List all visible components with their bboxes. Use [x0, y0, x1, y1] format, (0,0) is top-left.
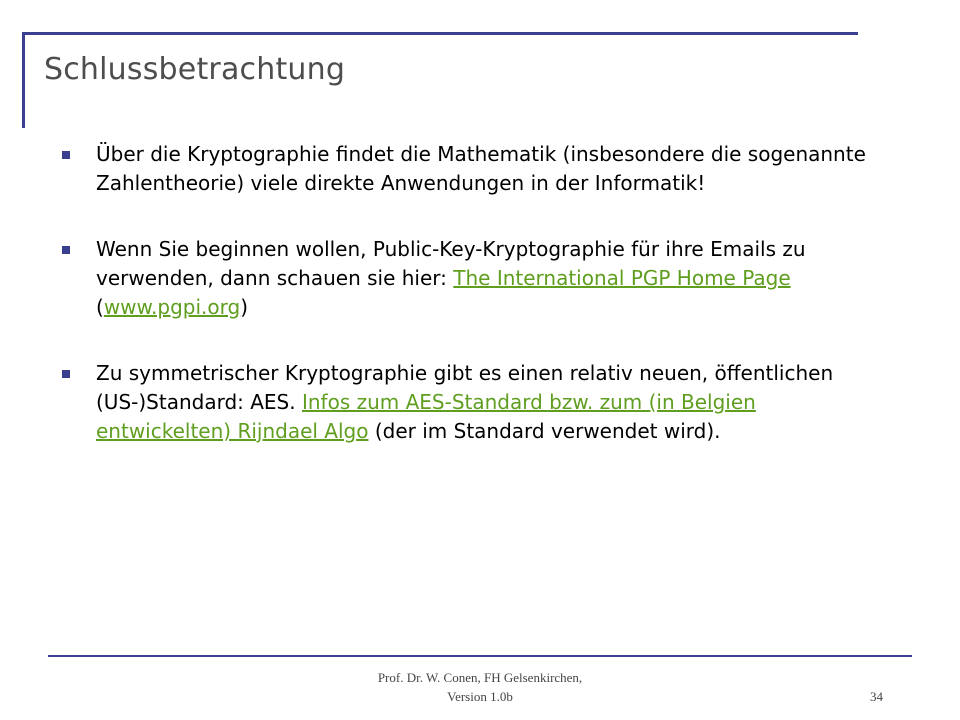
bullet-item-public-key [62, 235, 882, 322]
bullet-list [62, 140, 882, 483]
bullet-text: ) [240, 295, 249, 319]
footer-author-line: Prof. Dr. W. Conen, FH Gelsenkirchen, [377, 670, 583, 685]
pgpi-org-link[interactable]: www.pgpi.org [103, 295, 241, 319]
aes-rijndael-info-link[interactable]: Infos zum AES-Standard bzw. zum (in Belgien entwickelten) Rijndael Algo [96, 390, 756, 443]
bullet-text: ( [96, 295, 104, 319]
bullet-text: Über die Kryptographie findet die Mathematik (insbesondere die sogenannte Zahlentheorie) viele direkte Anwendungen in der Informatik! [96, 142, 866, 195]
footer-divider [48, 655, 912, 657]
square-bullet-icon [62, 246, 70, 254]
bullet-text: (der im Standard verwendet wird). [368, 419, 721, 443]
title-frame-left-line [22, 32, 25, 128]
footer-version-line: Version 1.0b [447, 689, 513, 704]
bullet-text: Zu symmetrischer Kryptographie gibt es einen relativ neuen, öffentlichen (US-)Standard: AES. [96, 361, 834, 414]
footer-author [300, 668, 660, 706]
slide-title: Schlussbetrachtung [44, 52, 346, 87]
bullet-item-cryptography-math [62, 140, 882, 198]
bullet-text: Wenn Sie beginnen wollen, Public-Key-Kryptographie für ihre Emails zu verwenden, dann schauen sie hier: [96, 237, 806, 290]
square-bullet-icon [62, 370, 70, 378]
page-number: 34 [870, 689, 883, 704]
title-frame-top-line [22, 32, 858, 35]
bullet-item-aes-standard [62, 359, 882, 446]
square-bullet-icon [62, 151, 70, 159]
pgp-home-page-link[interactable]: The International PGP Home Page [453, 266, 791, 290]
